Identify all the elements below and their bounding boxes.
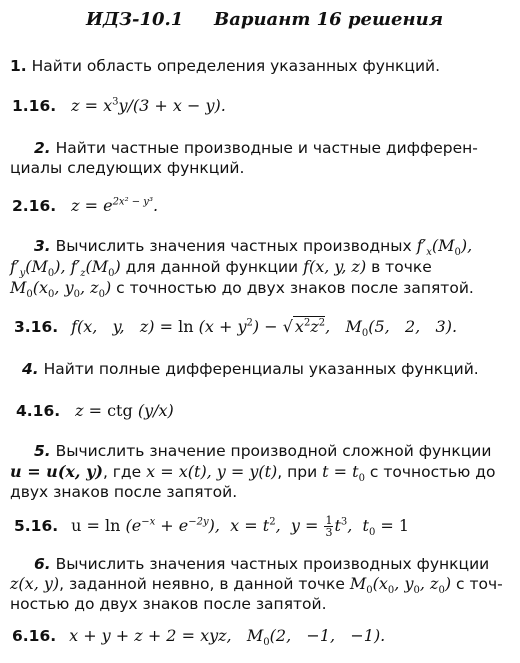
- assignment-code: ИДЗ-10.1: [86, 9, 184, 30]
- item-2-16: [12, 196, 158, 216]
- task-2-text-2: циалы следующих функций.: [10, 159, 245, 177]
- item-1-16-number: 1.16.: [12, 97, 57, 115]
- task-6-text-3: ностью до двух знаков после запятой.: [10, 595, 327, 613]
- task-5-number: 5.: [34, 442, 51, 460]
- fx-derivative: $f'_x(M_0)$,: [416, 236, 473, 259]
- task-1: [10, 56, 440, 76]
- task-3-text-2b: в точке: [371, 258, 432, 276]
- point-m0-6: $M_0(x_0$, $y_0$, $z_0$): [349, 574, 452, 597]
- task-5-text-2b: , при: [277, 463, 318, 481]
- task-3-number: 3.: [34, 237, 51, 255]
- item-5-16-number: 5.16.: [14, 517, 59, 535]
- item-1-16: [12, 96, 226, 116]
- task-5-line-2: [10, 462, 496, 485]
- variant-title: Вариант 16 решения: [214, 9, 444, 30]
- x-of-t: x = x(t),: [146, 462, 212, 481]
- item-5-16-formula: $u = \ln (e^{-x} + e^{-2y})$, $x = t^2$, y = $\frac{1}{3}$ $t^3$, $t_0 = 1$: [71, 514, 410, 539]
- item-4-16: [16, 401, 174, 421]
- item-6-16: [12, 626, 386, 649]
- task-5-text-3: двух знаков после запятой.: [10, 483, 238, 501]
- y-of-t: y = y(t): [216, 462, 278, 481]
- task-3-line-2: [10, 257, 432, 280]
- task-1-text: Найти область определения указанных функций.: [31, 57, 441, 75]
- t-equals-t0: $t = t_0$: [322, 462, 365, 485]
- task-6-text-1: Вычислить значения частных производных функции: [55, 555, 490, 573]
- task-6-text-2a: , заданной неявно, в данной точке: [59, 575, 345, 593]
- task-2-text-1: Найти частные производные и частные дифферен-: [55, 139, 478, 157]
- task-3-line-3: [10, 278, 474, 301]
- task-6-text-2b: с точ-: [456, 575, 503, 593]
- item-4-16-formula: z = ctg (y/x): [75, 401, 174, 420]
- fy-fz-derivatives: $f'_y(M_0)$, $f'_z(M_0)$: [10, 257, 121, 280]
- item-6-16-number: 6.16.: [12, 627, 57, 645]
- function-f: f(x, y, z): [303, 257, 367, 276]
- task-2-line-1: [34, 138, 478, 158]
- task-4-text: Найти полные дифференциалы указанных функций.: [43, 360, 479, 378]
- task-4-number: 4.: [22, 360, 39, 378]
- task-5-text-2a: , где: [102, 463, 142, 481]
- task-3-text-1: Вычислить значения частных производных: [55, 237, 412, 255]
- item-5-16: [14, 513, 409, 539]
- task-3-text-2: для данной функции: [125, 258, 299, 276]
- item-6-16-formula: x + y + z + 2 = xyz, $M_0(2$, −1, −1).: [69, 626, 386, 649]
- task-6-number: 6.: [34, 555, 51, 573]
- task-3-text-3: с точностью до двух знаков после запятой.: [116, 279, 474, 297]
- z-of-xy: z(x, y): [10, 574, 60, 593]
- task-5-text-2c: с точностью до: [369, 463, 496, 481]
- item-2-16-formula: $z = e^{2x^2 - y^3}$.: [71, 196, 159, 215]
- task-6-line-2: [10, 574, 503, 597]
- item-3-16-formula: f(x, y, $z) = \ln (x + y^2)$ − √ $x^2z^2$, $M_0(5$, 2, 3).: [71, 317, 458, 340]
- item-2-16-number: 2.16.: [12, 197, 57, 215]
- item-1-16-formula: $z = x^3y/(3 + x - y)$.: [71, 96, 226, 115]
- task-4: [22, 359, 479, 379]
- task-6-line-1: [34, 554, 489, 574]
- task-3-line-1: [34, 236, 473, 259]
- task-5-text-1: Вычислить значение производной сложной функции: [55, 442, 492, 460]
- u-function: u = u(x, y): [10, 462, 103, 481]
- point-m0: $M_0(x_0$, $y_0$, $z_0$): [10, 278, 112, 301]
- item-3-16: [14, 317, 458, 340]
- task-1-number: 1.: [10, 57, 27, 75]
- task-5-line-1: [34, 441, 491, 461]
- task-2-number: 2.: [34, 139, 51, 157]
- item-3-16-number: 3.16.: [14, 318, 59, 336]
- item-4-16-number: 4.16.: [16, 402, 61, 420]
